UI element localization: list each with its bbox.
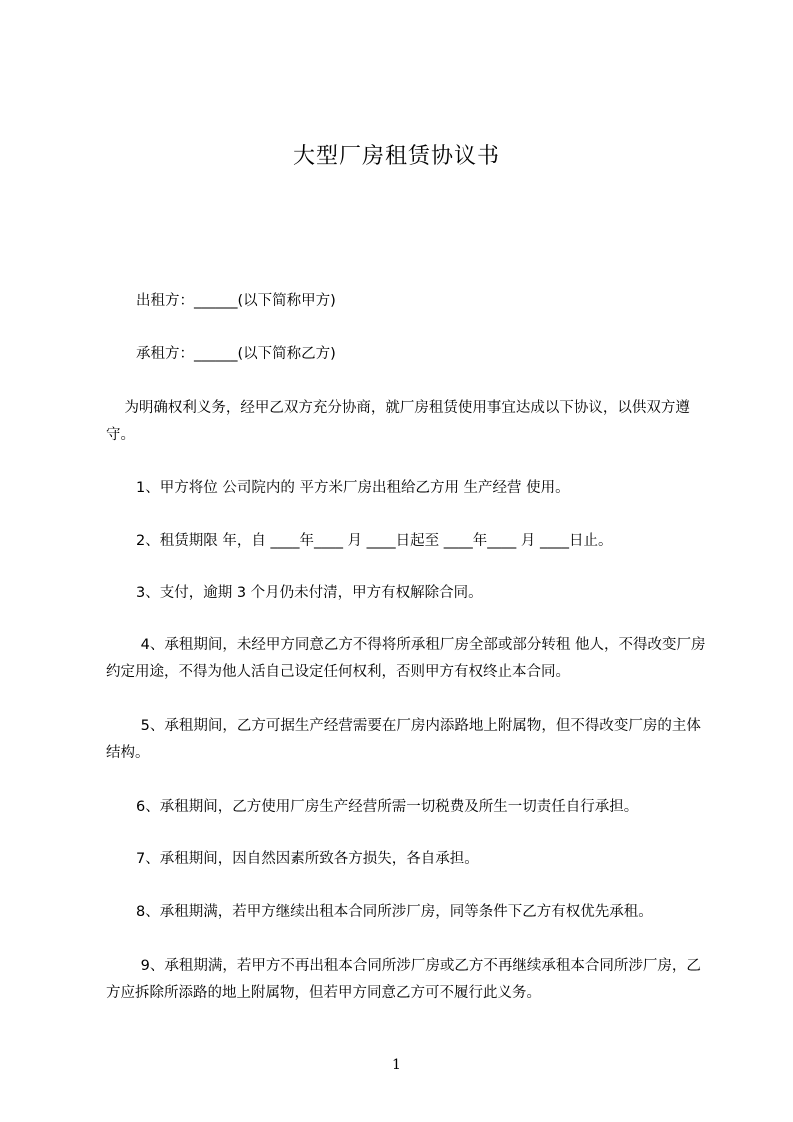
clause-2: 2、租赁期限 年，自 ____年____ 月 ____日起至 ____年____ 月 ____日止。	[136, 533, 613, 549]
clause-6: 6、承租期间，乙方使用厂房生产经营所需一切税费及所生一切责任自行承担。	[136, 799, 639, 815]
page-number: 1	[392, 1057, 401, 1073]
clause-9: 9、承租期满，若甲方不再出租本合同所涉厂房或乙方不再继续承租本合同所涉厂房，乙方应拆除所添路的地上附属物，但若甲方同意乙方可不履行此义务。	[106, 958, 701, 1001]
clause-1: 1、甲方将位 公司院内的 平方米厂房出租给乙方用 生产经营 使用。	[136, 480, 570, 496]
clause-3: 3、支付，逾期 3 个月仍未付清，甲方有权解除合同。	[136, 585, 483, 601]
intro-paragraph: 为明确权利义务，经甲乙双方充分协商，就厂房租赁使用事宜达成以下协议，以供双方遵守。	[106, 400, 690, 443]
clause-7: 7、承租期间，因自然因素所致各方损失，各自承担。	[136, 851, 479, 867]
document-title: 大型厂房租赁协议书	[292, 144, 500, 169]
lessee-line: 承租方：______(以下简称乙方)	[136, 346, 336, 362]
lessor-line: 出租方：______(以下简称甲方)	[136, 293, 336, 309]
clause-5: 5、承租期间，乙方可据生产经营需要在厂房内添路地上附属物，但不得改变厂房的主体结构。	[106, 718, 701, 761]
clause-4: 4、承租期间，未经甲方同意乙方不得将所承租厂房全部或部分转租 他人，不得改变厂房约定用途，不得为他人活自己设定任何权利，否则甲方有权终止本合同。	[106, 637, 706, 680]
clause-8: 8、承租期满，若甲方继续出租本合同所涉厂房，同等条件下乙方有权优先承租。	[136, 904, 653, 920]
